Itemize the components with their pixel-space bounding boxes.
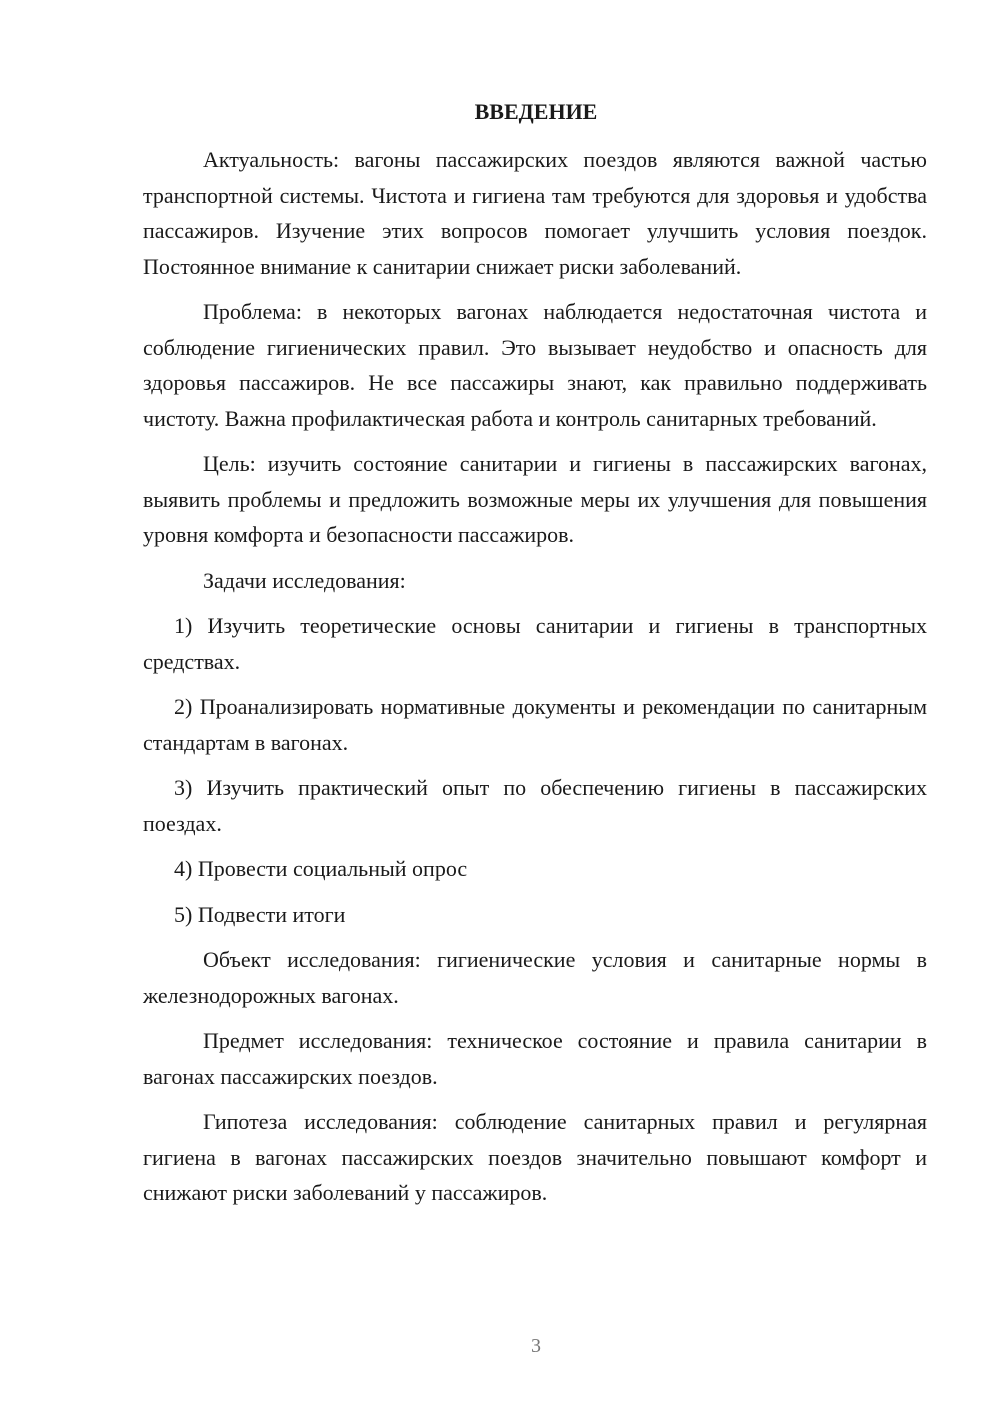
paragraph-problem: Проблема: в некоторых вагонах наблюдается недостаточная чистота и соблюдение гигиенических правил. Это вызывает неудобство и опасность для здоровья пассажиров. Не все пассажиры знают, как правильно поддерживать чистоту. Важна профилактическая работа и контроль санитарных требований. <box>143 299 927 431</box>
document-body <box>143 142 927 1221</box>
task-item-5: 5) Подвести итоги <box>174 901 346 927</box>
page-title: ВВЕДЕНИЕ <box>474 99 598 124</box>
task-item-1: 1) Изучить теоретические основы санитарии и гигиены в транспортных средствах. <box>143 613 927 674</box>
paragraph-tasks-heading: Задачи исследования: <box>203 567 406 593</box>
task-item-4: 4) Провести социальный опрос <box>174 856 468 881</box>
task-item-3: 3) Изучить практический опыт по обеспечению гигиены в пассажирских поездах. <box>143 775 927 836</box>
paragraph-hypothesis: Гипотеза исследования: соблюдение санитарных правил и регулярная гигиена в вагонах пассажирских поездов значительно повышают комфорт и снижают риски заболеваний у пассажиров. <box>143 1109 927 1205</box>
paragraph-object: Объект исследования: гигиенические условия и санитарные нормы в железнодорожных вагонах. <box>143 947 927 1008</box>
paragraph-relevance: Актуальность: вагоны пассажирских поездов являются важной частью транспортной системы. Чистота и гигиена там требуются для здоровья и удобства пассажиров. Изучение этих вопросов помогает улучшить условия поездок. Постоянное внимание к санитарии снижает риски заболеваний. <box>143 147 927 279</box>
page-number: 3 <box>531 1335 541 1357</box>
paragraph-goal: Цель: изучить состояние санитарии и гигиены в пассажирских вагонах, выявить проблемы и предложить возможные меры их улучшения для повышения уровня комфорта и безопасности пассажиров. <box>143 451 927 547</box>
paragraph-subject: Предмет исследования: техническое состояние и правила санитарии в вагонах пассажирских поездов. <box>143 1028 927 1089</box>
task-item-2: 2) Проанализировать нормативные документы и рекомендации по санитарным стандартам в вагонах. <box>143 694 927 755</box>
